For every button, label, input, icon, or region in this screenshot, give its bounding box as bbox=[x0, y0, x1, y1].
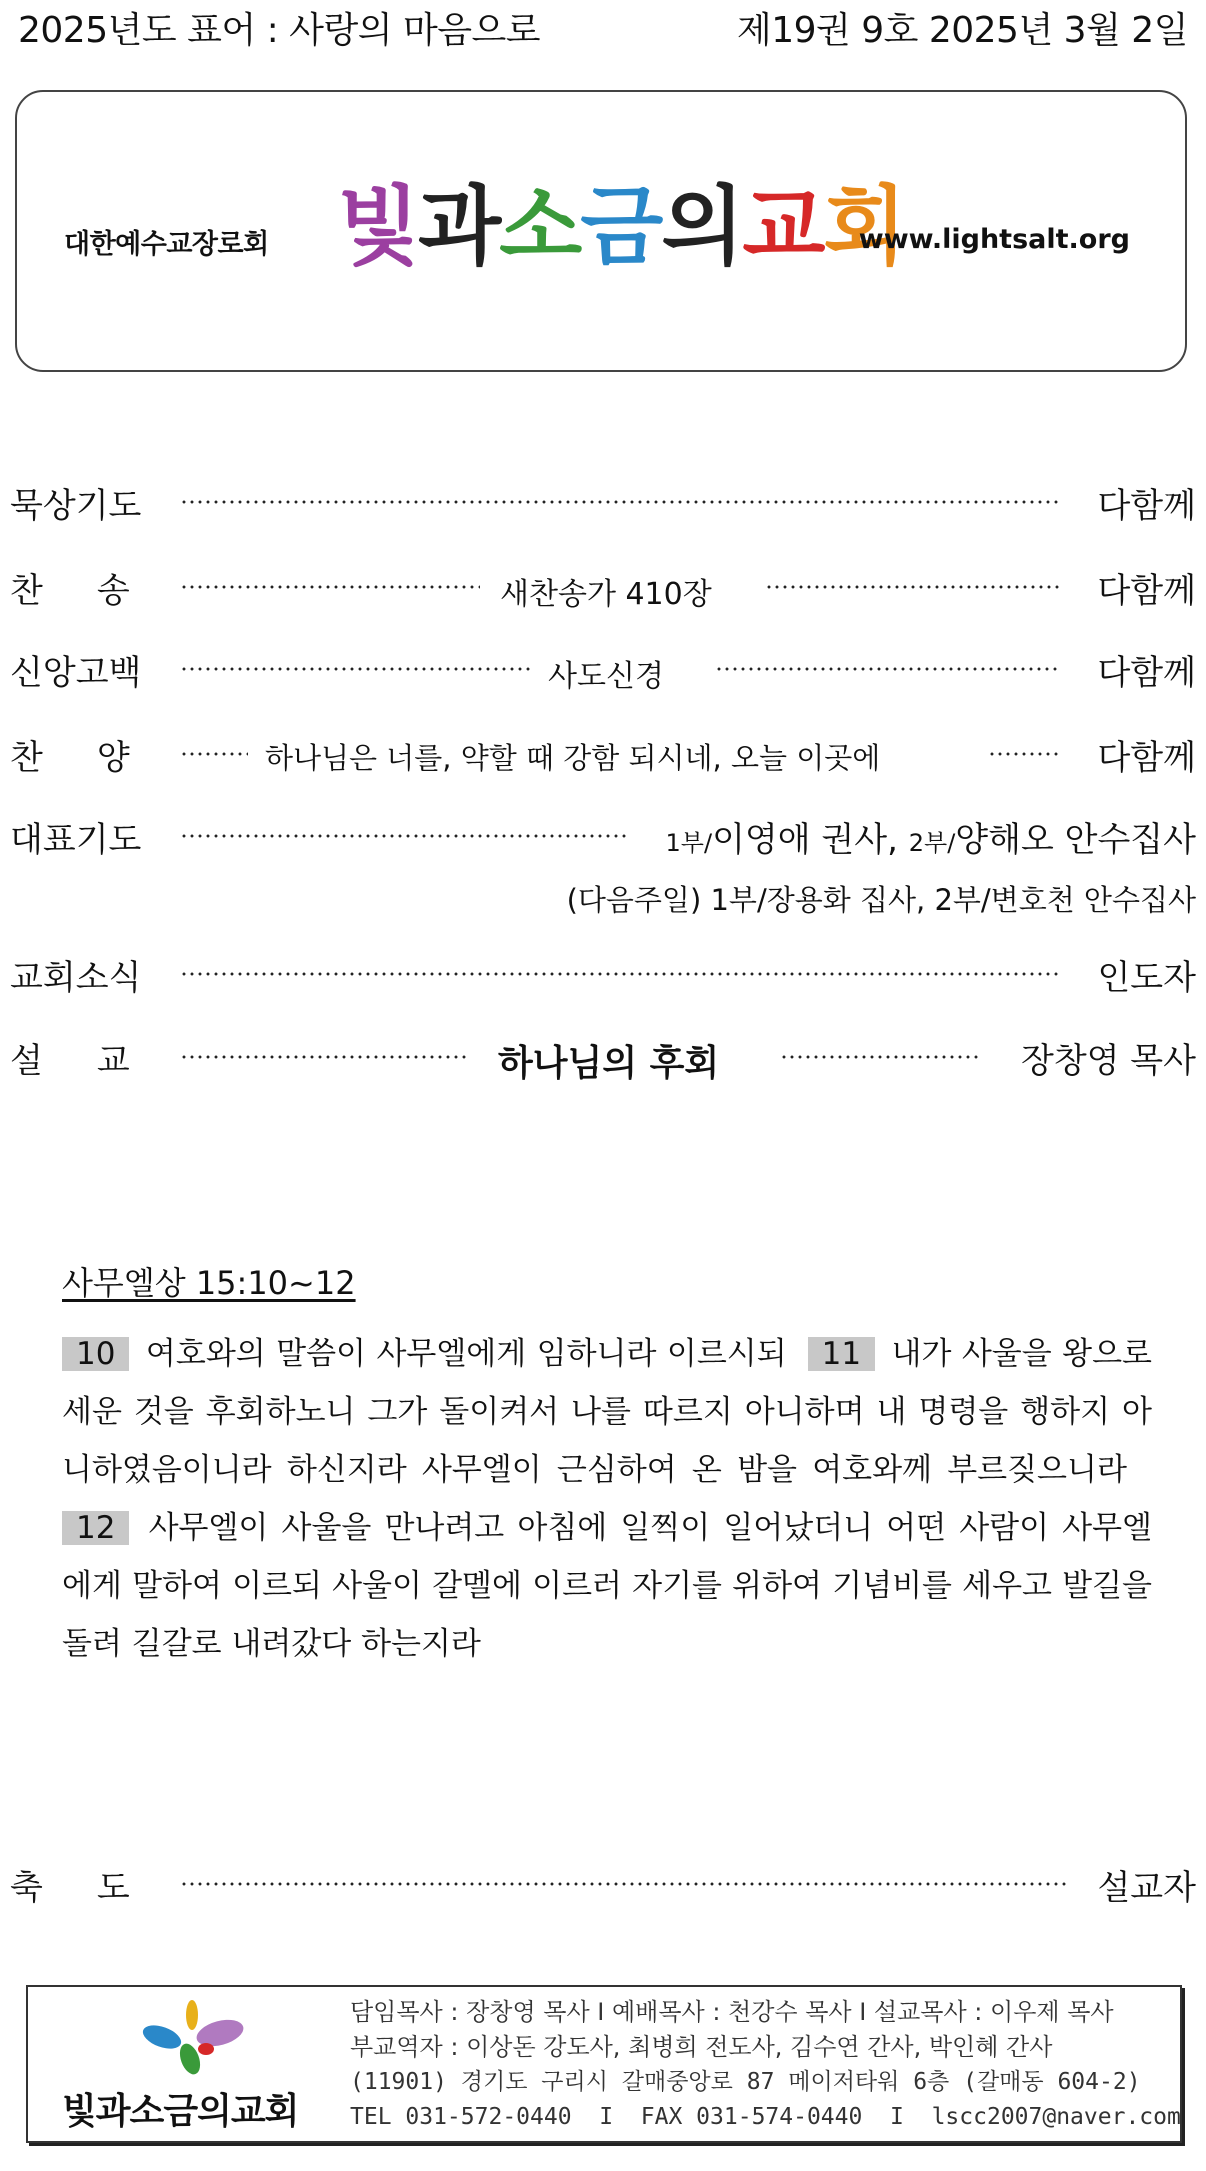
leader-dots bbox=[780, 1055, 980, 1059]
church-logo-text bbox=[337, 176, 905, 277]
logo-char: 교 bbox=[742, 176, 824, 277]
prayer-leaders bbox=[666, 812, 1196, 861]
service-1-tag: 1부/ bbox=[665, 829, 713, 857]
order-label: 신앙고백 bbox=[10, 653, 142, 693]
leader-dots bbox=[988, 752, 1060, 756]
verse-number: 12 bbox=[62, 1511, 129, 1545]
service-2-tag: 2부/ bbox=[908, 829, 956, 857]
flower-logo-icon bbox=[132, 1999, 252, 2081]
issue-info: 제19권 9호 2025년 3월 2일 bbox=[736, 10, 1188, 51]
order-detail: 새찬송가 410장 bbox=[500, 577, 712, 612]
leader-dots bbox=[180, 667, 530, 671]
denomination: 대한예수교장로회 bbox=[64, 229, 269, 260]
order-item-creed bbox=[10, 645, 1196, 695]
logo-char: 빛 bbox=[337, 176, 419, 277]
logo-char: 금 bbox=[580, 176, 662, 277]
logo-char: 과 bbox=[418, 176, 500, 277]
leader-dots bbox=[180, 1055, 470, 1059]
church-banner bbox=[15, 90, 1187, 372]
order-item-prayer bbox=[10, 812, 1196, 862]
next-week-text: (다음주일) 1부/장용화 집사, 2부/변호천 안수집사 bbox=[566, 883, 1196, 917]
order-item-hymn bbox=[10, 563, 1196, 613]
order-leader: 다함께 bbox=[1097, 653, 1196, 693]
order-leader: 설교자 bbox=[1097, 1868, 1196, 1908]
motto: 2025년도 표어 : 사랑의 마음으로 bbox=[18, 10, 541, 51]
church-footer bbox=[26, 1985, 1182, 2143]
verse-text: 내가 사울을 왕으로 세운 것을 후회하노니 그가 돌이켜서 나를 따르지 아니하며 내 명령을 행하지 아니하였음이니라 하신지라 사무엘이 근심하여 온 밤을 여호와께 부르짖으니라 bbox=[62, 1336, 1152, 1488]
sermon-title: 하나님의 후회 bbox=[498, 1043, 720, 1084]
footer-contact bbox=[350, 1995, 1181, 2135]
leader-dots bbox=[180, 752, 248, 756]
order-item-sermon bbox=[10, 1033, 1196, 1083]
prayer-leader-1: 이영애 권사, bbox=[712, 820, 909, 860]
order-leader: 다함께 bbox=[1097, 486, 1196, 526]
logo-char: 소 bbox=[499, 176, 581, 277]
staff-line: 부교역자 : 이상돈 강도사, 최병희 전도사, 김수연 간사, 박인혜 간사 bbox=[350, 2033, 1053, 2061]
leader-dots bbox=[715, 667, 1060, 671]
leader-dots bbox=[180, 500, 1060, 504]
order-label: 축 도 bbox=[10, 1868, 130, 1908]
logo-char: 회 bbox=[823, 176, 905, 277]
order-leader: 다함께 bbox=[1097, 571, 1196, 611]
order-label: 묵상기도 bbox=[10, 486, 142, 526]
order-item-news bbox=[10, 950, 1196, 1000]
footer-logo-text: 빛과소금의교회 bbox=[62, 2090, 299, 2132]
leader-dots bbox=[180, 1882, 1070, 1886]
order-item-praise bbox=[10, 730, 1196, 780]
order-detail: 하나님은 너를, 약할 때 강함 되시네, 오늘 이곳에 bbox=[265, 741, 881, 775]
verse-text: 사무엘이 사울을 만나려고 아침에 일찍이 일어났더니 어떤 사람이 사무엘에게 말하여 이르되 사울이 갈멜에 이르러 자기를 위하여 기념비를 세우고 발길을 돌려 길갈로 내려갔다 하는지라 bbox=[62, 1510, 1152, 1662]
pastors-line: 담임목사 : 장창영 목사 I 예배목사 : 천강수 목사 I 설교목사 : 이우제 목사 bbox=[350, 1998, 1114, 2026]
verse-text: 여호와의 말씀이 사무엘에게 임하니라 이르시되 bbox=[145, 1336, 787, 1372]
scripture-text bbox=[62, 1325, 1152, 1673]
contact-line: TEL 031-572-0440 I FAX 031-574-0440 I lscc2007@naver.com bbox=[350, 2104, 1181, 2130]
order-label: 대표기도 bbox=[10, 820, 142, 860]
prayer-leader-2: 양해오 안수집사 bbox=[955, 820, 1196, 860]
order-label: 찬 송 bbox=[10, 571, 130, 611]
leader-dots bbox=[765, 585, 1060, 589]
order-leader: 다함께 bbox=[1097, 738, 1196, 778]
order-label: 찬 양 bbox=[10, 738, 130, 778]
order-label: 교회소식 bbox=[10, 958, 142, 998]
verse-number: 10 bbox=[62, 1337, 129, 1371]
order-item-meditation bbox=[10, 478, 1196, 528]
preacher: 장창영 목사 bbox=[1020, 1041, 1196, 1081]
order-leader: 인도자 bbox=[1097, 958, 1196, 998]
next-week-prayer bbox=[10, 878, 1196, 918]
verse-number: 11 bbox=[808, 1337, 875, 1371]
address-line: (11901) 경기도 구리시 갈매중앙로 87 메이저타워 6층 (갈매동 604-2) bbox=[350, 2069, 1141, 2095]
logo-char: 의 bbox=[661, 176, 743, 277]
leader-dots bbox=[180, 972, 1060, 976]
church-url: www.lightsalt.org bbox=[858, 224, 1130, 255]
order-label: 설 교 bbox=[10, 1041, 130, 1081]
leader-dots bbox=[180, 834, 630, 838]
order-detail: 사도신경 bbox=[548, 659, 664, 694]
order-item-benediction bbox=[10, 1860, 1196, 1910]
leader-dots bbox=[180, 585, 480, 589]
scripture-reference: 사무엘상 15:10~12 bbox=[62, 1264, 356, 1302]
